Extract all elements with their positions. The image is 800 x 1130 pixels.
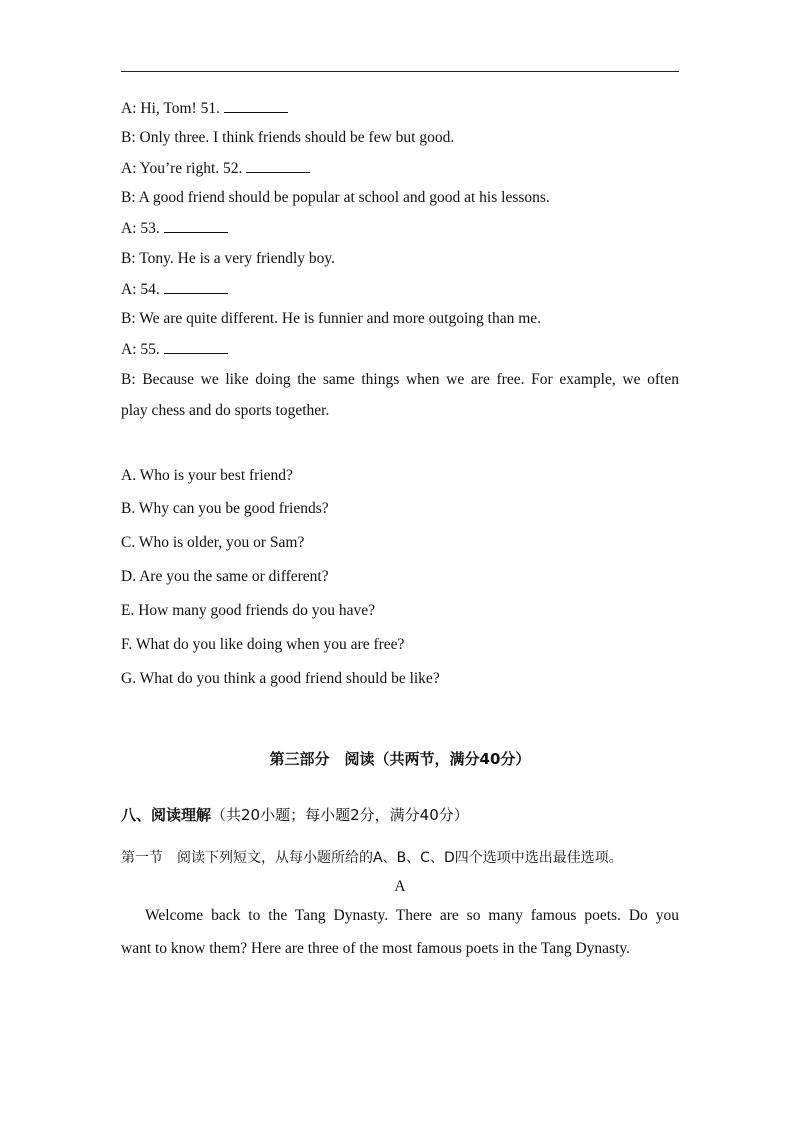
part-title: 第三部分 阅读（共两节，满分40分） xyxy=(269,750,531,768)
dialogue-text: A: 53. xyxy=(121,220,160,237)
dialogue-line xyxy=(121,249,335,269)
passage-line-2: want to know them? Here are three of the most famous poets in the Tang Dynasty. xyxy=(121,940,630,957)
answer-blank-55[interactable] xyxy=(164,339,228,354)
option-g: G. What do you think a good friend should be like? xyxy=(121,670,440,687)
option-e: E. How many good friends do you have? xyxy=(121,602,375,619)
answer-blank-52[interactable] xyxy=(246,158,310,173)
dialogue-text: B: Only three. I think friends should be few but good. xyxy=(121,129,455,146)
option-c: C. Who is older, you or Sam? xyxy=(121,534,305,551)
header-rule xyxy=(121,71,679,72)
dialogue-text: A: You’re right. 52. xyxy=(121,160,243,177)
section-heading xyxy=(121,805,469,825)
section-heading-note: （共20小题；每小题2分，满分40分） xyxy=(211,806,469,824)
dialogue-line-53 xyxy=(121,218,228,239)
dialogue-line-54 xyxy=(121,279,228,300)
dialogue-text: B: Tony. He is a very friendly boy. xyxy=(121,250,336,267)
final-reply-line-1: B: Because we like doing the same things when we are free. For example, we often xyxy=(121,371,679,388)
dialogue-text: B: We are quite different. He is funnier and more outgoing than me. xyxy=(121,310,542,327)
option-b: B. Why can you be good friends? xyxy=(121,500,329,517)
option-f: F. What do you like doing when you are free? xyxy=(121,636,405,653)
instruction-text: 第一节 阅读下列短文，从每小题所给的A、B、C、D四个选项中选出最佳选项。 xyxy=(121,850,623,866)
dialogue-text: A: 55. xyxy=(121,341,160,358)
answer-blank-54[interactable] xyxy=(164,279,228,294)
passage-label: A xyxy=(394,878,406,895)
option-d: D. Are you the same or different? xyxy=(121,568,329,585)
answer-blank-51[interactable] xyxy=(224,98,288,113)
answer-blank-53[interactable] xyxy=(164,218,228,233)
dialogue-line-52 xyxy=(121,158,310,179)
dialogue-line xyxy=(121,309,541,329)
dialogue-text: B: A good friend should be popular at school and good at his lessons. xyxy=(121,189,550,206)
dialogue-line xyxy=(121,128,454,148)
option-a: A. Who is your best friend? xyxy=(121,467,293,484)
dialogue-text: A: 54. xyxy=(121,281,160,298)
section-heading-title: 八、阅读理解 xyxy=(121,806,212,824)
passage-line-1: Welcome back to the Tang Dynasty. There are so many famous poets. Do you xyxy=(145,907,679,924)
dialogue-line-51 xyxy=(121,98,288,119)
dialogue-line-55 xyxy=(121,339,228,360)
final-reply-line-2: play chess and do sports together. xyxy=(121,402,330,419)
dialogue-line xyxy=(121,188,550,208)
dialogue-text: A: Hi, Tom! 51. xyxy=(121,100,220,117)
